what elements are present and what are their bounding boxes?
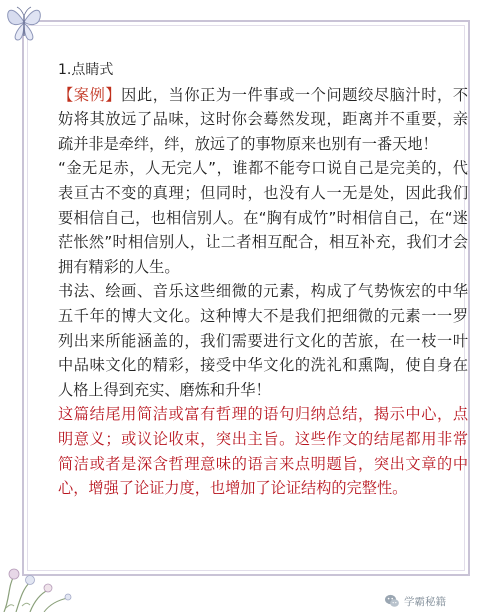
- butterfly-icon: [4, 2, 44, 44]
- example-paragraph-2: “金无足赤，人无完人”，谁都不能夸口说自己是完美的，代表亘古不变的真理；但同时，也没有人一无是处，因此我们要相信自己，也相信别人。在“胸有成竹”时相信自己，在“迷茫怅然”时相信别人，让二者相互配合，相互补充，我们才会拥有精彩的人生。: [58, 159, 468, 276]
- article-body: [58, 58, 468, 501]
- example-paragraph-1: [58, 83, 468, 157]
- example-paragraph-1-text: 因此，当你正为一件事或一个问题绞尽脑汁时，不妨将其放远了品味，这时你会蓦然发现，距离并不重要，亲疏并非是牵绊，绊，放远了的事物原来也别有一番天地！: [58, 85, 469, 153]
- summary-paragraph: 这篇结尾用简洁或富有哲理的语句归纳总结，揭示中心，点明意义；或议论收束，突出主旨。这些作文的结尾都用非常简洁或者是深含哲理意味的语言来点明题旨，突出文章的中心，增强了论证力度，也增加了论证结构的完整性。: [58, 405, 468, 498]
- watermark: [384, 592, 446, 610]
- flowers-decoration-icon: [0, 548, 92, 612]
- section-title: 1.点睛式: [58, 62, 114, 78]
- watermark-text: 学霸秘籍: [404, 595, 446, 608]
- wechat-icon: [384, 593, 400, 609]
- example-label: 【案例】: [58, 85, 122, 104]
- example-paragraph-3: 书法、绘画、音乐这些细微的元素，构成了气势恢宏的中华五千年的博大文化。这种博大不是我们把细微的元素一一罗列出来所能涵盖的，我们需要进行文化的苦旅，在一枝一叶中品味文化的精彩，接受中华文化的洗礼和熏陶，使自身在人格上得到充实、磨炼和升华！: [58, 282, 468, 399]
